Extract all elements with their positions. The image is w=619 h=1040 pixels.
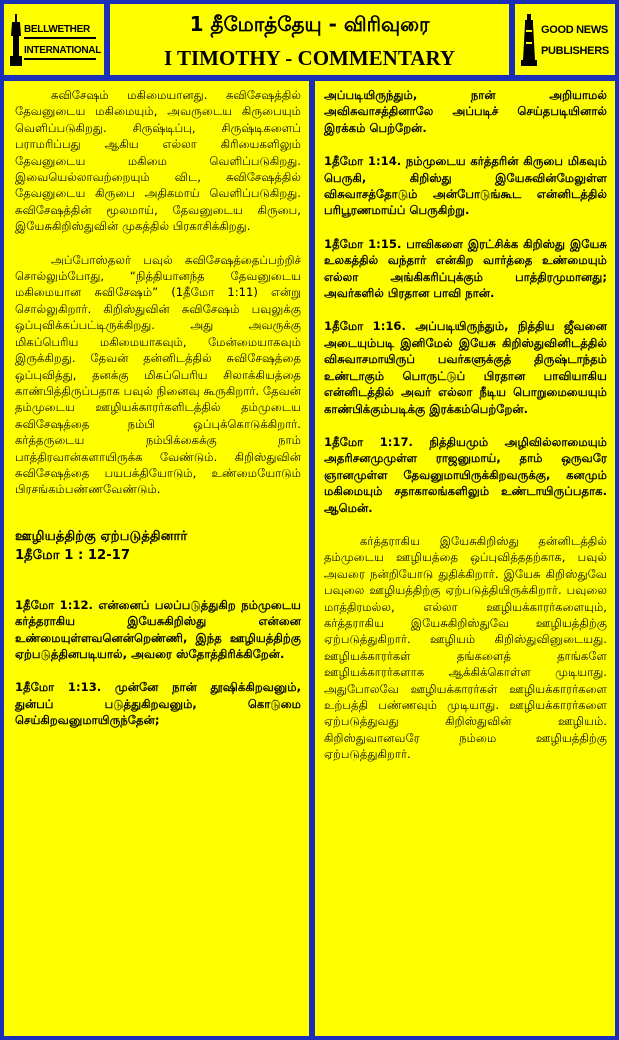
verse-17: 1தீமோ 1:17. நித்தியமும் அழிவில்லாமையும் அதரிசனமுமுள்ள ராஜனுமாய், தாம் ஒருவரே ஞானமுள்ள தேவனுமாயிருக்கிறவருக்கு, கனமும் மகிமையும் சதாகாலங்களிலும் உண்டாயிருப்பதாக. ஆமென். [324,434,607,515]
title-banner [110,4,509,75]
title-english: I TIMOTHY - COMMENTARY [163,46,456,70]
good-news-publishers-logo [515,4,615,75]
right-column [315,81,615,1036]
logo-left-line2: INTERNATIONAL [24,45,102,56]
title-tamil: 1 தீமோத்தேயு - விரிவுரை [189,12,430,36]
paul-gospel-paragraph: அப்போஸ்தலர் பவுல் சுவிசேஷத்தைப்பற்றிச் சொல்லும்போது, “நித்தியானந்த தேவனுடைய மகிமையான சுவிசேஷம்” (1தீமோ 1:11) என்று சொல்லுகிறார். கிறிஸ்துவின் சுவிசேஷம் பவுலுக்கு ஒப்புவிக்கப்பட்டிருக்கிறது. அது அவருக்கு மிகப்பெரிய மகிமையாகவும், மேன்மையாகவும் இருக்கிறது. தேவன் தன்னிடத்தில் சுவிசேஷத்தை ஒப்புவித்து, தனக்கு மிகப்பெரிய சிலாக்கியத்தை காண்பித்திருப்பதாக பவுல் நினைவு கூருகிறார். தேவன் தம்முடைய ஊழியக்காரர்களிடத்தில் தம்முடைய சுவிசேஷத்தை நம்பி ஒப்புக்கொடுக்கிறார். கர்த்தருடைய நம்பிக்கைக்கு நாம் பாத்திரவான்களாயிருக்க வேண்டும். கிறிஸ்துவின் சுவிசேஷத்தை பயபக்தியோடும், உண்மையோடும் பிரசங்கம்பண்ணவேண்டும். [15,252,301,497]
bellwether-logo [4,4,104,75]
logo-left-underline [24,37,96,39]
verse-16: 1தீமோ 1:16. அப்படியிருந்தும், நித்திய ஜீவனை அடையும்படி இனிமேல் இயேசு கிறிஸ்துவினிடத்தில் விசுவாசமாயிருப் பவர்களுக்குத் திருஷ்டாந்தம் உண்டாகும் பொருட்டுப் பிரதான பாவியாகிய என்னிடத்தில் அவர் எல்லா நீடிய பொறுமையையும் காண்பிக்கும்படிக்கு இரக்கம்பெற்றேன். [324,319,607,416]
logo-right-line2: PUBLISHERS [541,45,609,57]
section-heading: ஊழியத்திற்கு ஏற்படுத்தினார் [15,528,188,544]
intro-paragraph: சுவிசேஷம் மகிமையானது. சுவிசேஷத்தில் தேவனுடைய மகிமையும், அவருடைய கிருபையும் வெளிப்படுகிறது. சிருஷ்டிப்பு, சிருஷ்டிகளைப் பராமரிப்பது ஆகிய எல்லா கிரியைகளிலும் தேவனுடைய மகிமை வெளிப்படுகிறது. இவையெல்லாவற்றையும் விட, சுவிசேஷத்தில் தேவனுடைய கிருபை அதிகமாய் வெளிப்படுகிறது. சுவிசேஷத்தின் மூலமாய், தேவனுடைய கிருபை, இயேசுகிறிஸ்துவின் முகத்தில் பிரகாசிக்கிறது. [15,88,301,234]
verse-13-continued: அப்படியிருந்தும், நான் அறியாமல் அவிசுவாசத்தினாலே அப்படிச் செய்தபடியினால் இரக்கம் பெற்றேன். [324,88,607,135]
closing-paragraph: கர்த்தராகிய இயேசுகிறிஸ்து தன்னிடத்தில் தம்முடைய ஊழியத்தை ஒப்புவித்ததற்காக, பவுல் அவரை நன்றியோடு துதிக்கிறார். இயேசு கிறிஸ்துவே பவுலை ஊழியத்திற்கு ஏற்படுத்தியிருக்கிறார். பவுலை மாத்திரமல்ல, எல்லா ஊழியக்காரர்களையும், கர்த்தராகிய இயேசுகிறிஸ்துவே ஊழியத்திற்கு ஏற்படுத்துகிறார். ஊழியம் கிறிஸ்துவினுடையது. ஊழியக்காரர்கள் தங்களைத் தாங்களே ஊழியக்காரர்களாக ஆக்கிக்கொள்ள முடியாது. அதுபோலவே ஊழியக்காரர்கள் ஊழியக்காரர்களை உற்பத்தி பண்ணவும் முடியாது. ஊழியக்காரர்களை ஏற்படுத்துவது கிறிஸ்துவின் ஊழியம். கிறிஸ்துவானவரே நம்மை ஊழியத்திற்கு ஏற்படுத்துகிறார். [324,533,607,762]
logo-right-line1: GOOD NEWS [541,24,608,36]
verse-15: 1தீமோ 1:15. பாவிகளை இரட்சிக்க கிறிஸ்து இயேசு உலகத்தில் வந்தார் என்கிற வார்த்தை உண்மையும் எல்லா அங்கிகரிப்புக்கும் பாத்திரமுமானது; அவர்களில் பிரதான பாவி நான். [324,236,607,301]
bell-tower-icon [10,14,22,66]
logo-left-underline-2 [24,58,96,60]
section-reference: 1தீமோ 1 : 12-17 [15,547,131,563]
verse-12: 1தீமோ 1:12. என்னைப் பலப்படுத்துகிற நம்முடைய கர்த்தராகிய இயேசுகிறிஸ்து என்னை உண்மையுள்ளவனென்றெண்ணி, இந்த ஊழியத்திற்கு ஏற்படுத்தினபடியால், அவரை ஸ்தோத்திரிக்கிறேன். [15,597,301,661]
left-column [4,81,309,1036]
verse-14: 1தீமோ 1:14. நம்முடைய கர்த்தரின் கிருபை மிகவும் பெருகி, கிறிஸ்து இயேசுவின்மேலுள்ள விசுவாசத்தோடும் அன்போடுங்கூட என்னிடத்தில் பரிபூரணமாய்ப் பெருகிற்று. [324,154,607,218]
verse-13: 1தீமோ 1:13. முன்னே நான் தூஷிக்கிறவனும், துன்பப் படுத்துகிறவனும், கொடுமை செய்கிறவனுமாயிருந்தேன்; [15,680,301,728]
logo-left-line1: BELLWETHER [24,24,90,35]
lighthouse-icon [521,14,537,66]
